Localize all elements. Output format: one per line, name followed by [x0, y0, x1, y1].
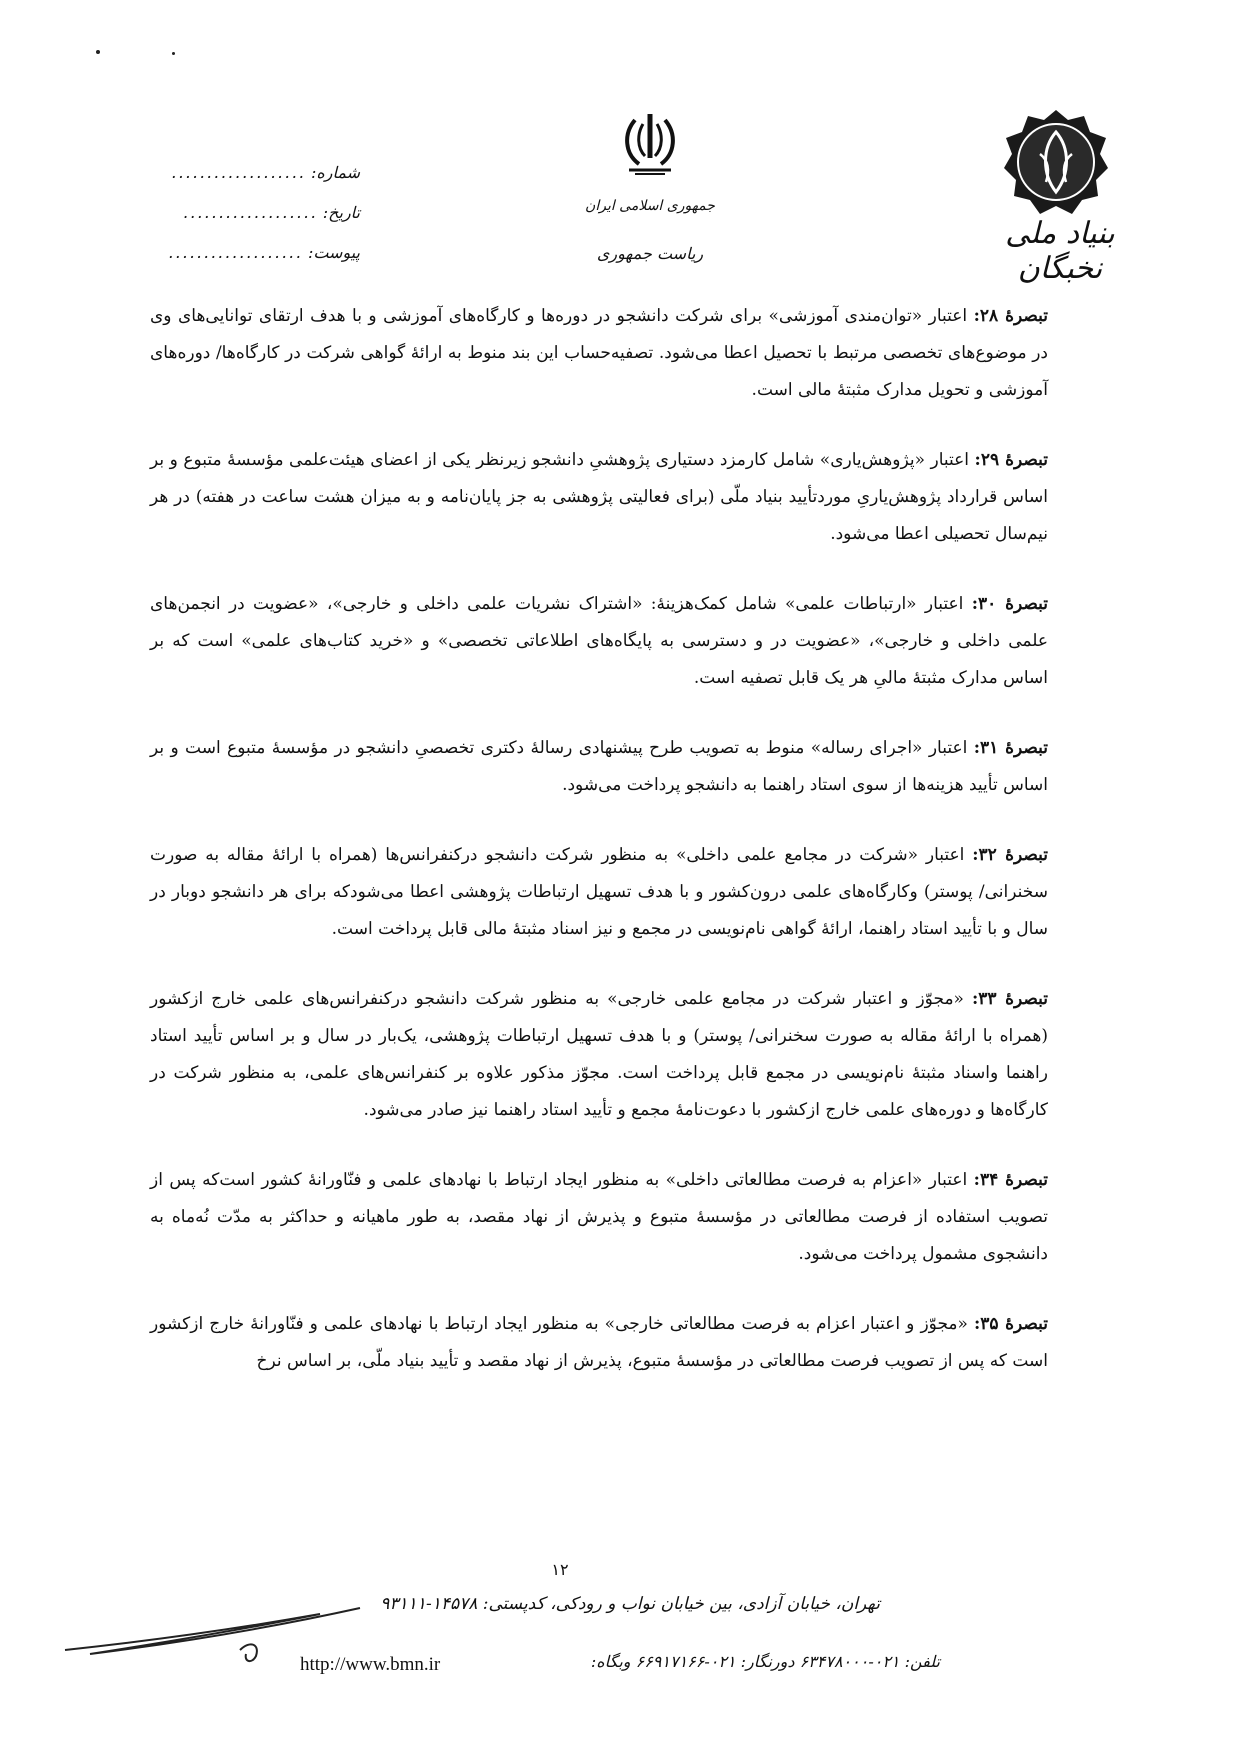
note-paragraph: [150, 1162, 1048, 1273]
note-text: اعتبار «شرکت در مجامع علمی داخلی» به منظور شرکت دانشجو درکنفرانس‌ها (همراه با ارائهٔ مقاله به صورت سخنرانی/ پوستر) وکارگاه‌های علمی درون‌کشور و با هدف تسهیل ارتباطات پژوهشی اعطا می‌شود‌که برای هر دانشجو دوبار در سال و با تأیید استاد راهنما، ارائهٔ گواهی نام‌نویسی در مجمع و نیز اسناد مثبتهٔ مالی قابل پرداخت است.: [150, 845, 1048, 939]
note-paragraph: [150, 298, 1048, 409]
ref-label: پیوست:: [307, 243, 360, 262]
foundation-name: بنیاد ملی نخبگان: [1005, 216, 1115, 286]
emblem-caption-presidency: ریاست جمهوری: [596, 244, 704, 263]
note-text: اعتبار «اعزام به فرصت مطالعاتی داخلی» به منظور ایجاد ارتباط با نهادهای علمی و فنّاورانهٔ کشور است‌که پس از تصویب استفاده از فرصت مطالعاتی در مؤسسهٔ متبوع و پذیرش از نهاد مقصد، به طور ماهیانه و حداکثر به مدّت نُه‌ماه به دانشجوی مشمول پرداخت می‌شود.: [150, 1170, 1048, 1264]
foundation-logo-icon: [1002, 108, 1110, 216]
note-paragraph: [150, 1306, 1048, 1380]
scan-speck: [96, 50, 100, 54]
ref-number-field: [120, 163, 360, 187]
note-paragraph: [150, 586, 1048, 697]
ref-dots: ...................: [168, 243, 303, 262]
note-heading: تبصرهٔ ۲۹:: [974, 450, 1048, 470]
note-paragraph: [150, 837, 1048, 948]
signature-icon: [60, 1590, 380, 1670]
note-text: اعتبار «پژوهش‌یاری» شامل کارمزد دستیاری پژوهشیِ دانشجو زیرنظر یکی از اعضای هیئت‌علمی مؤسسهٔ متبوع و بر اساس قرارداد پژوهش‌یاریِ موردتأیید بنیاد ملّی (برای فعالیتی پژوهشی به جز پایان‌نامه و به میزان هشت ساعت در هفته) در هر نیم‌سال تحصیلی اعطا می‌شود.: [150, 450, 1048, 544]
note-heading: تبصرهٔ ۲۸:: [973, 306, 1049, 326]
ref-label: تاریخ:: [322, 203, 360, 222]
ref-dots: ...................: [171, 163, 306, 182]
note-paragraph: [150, 730, 1048, 804]
footer-contact: تلفن: ۰۲۱-۶۳۴۷۸۰۰۰ دورنگار: ۰۲۱-۶۶۹۱۷۱۶۶ وبگاه:: [590, 1652, 940, 1671]
note-text: «مجوّز و اعتبار اعزام به فرصت مطالعاتی خارجی» به منظور ایجاد ارتباط با نهادهای علمی و فنّاورانهٔ خارج ازکشور است که پس از تصویب فرصت مطالعاتی در مؤسسهٔ متبوع، پذیرش از نهاد مقصد و تأیید بنیاد ملّی، بر اساس نرخ: [150, 1314, 1048, 1371]
note-heading: تبصرهٔ ۳۵:: [973, 1314, 1048, 1334]
emblem-caption-country: جمهوری اسلامی ایران: [585, 198, 715, 214]
footer-address: تهران، خیابان آزادی، بین خیابان نواب و رودکی، کدپستی: ۱۴۵۷۸-۹۳۱۱۱: [380, 1594, 880, 1614]
note-heading: تبصرهٔ ۳۴:: [973, 1170, 1049, 1190]
note-text: اعتبار «توان‌مندی آموزشی» برای شرکت دانشجو در دوره‌ها و کارگاه‌های آموزشی و با هدف ارتقای توانایی‌های وی در موضوع‌های تخصصی مرتبط با تحصیل اعطا می‌شود. تصفیه‌حساب این بند منوط به ارائهٔ گواهی شرکت در کارگاه‌ها/ دوره‌های آموزشی و تحویل مدارک مثبتهٔ مالی است.: [150, 306, 1048, 400]
note-text: اعتبار «اجرای رساله» منوط به تصویب طرح پیشنهادی رسالهٔ دکتری تخصصیِ دانشجو در مؤسسهٔ متبوع است و بر اساس تأیید هزینه‌ها از سوی استاد راهنما به دانشجو پرداخت می‌شود.: [150, 738, 1048, 795]
note-heading: تبصرهٔ ۳۰:: [971, 594, 1048, 614]
footer-website-link[interactable]: http://www.bmn.ir: [300, 1654, 441, 1675]
note-text: اعتبار «ارتباطات علمی» شامل کمک‌هزینهٔ: «اشتراک نشریات علمی داخلی و خارجی»، «عضویت در انجمن‌های علمی داخلی و خارجی»، «عضویت در و دسترسی به پایگاه‌های اطلاعاتی تخصصی» و «خرید کتاب‌های علمی» است که بر اساس مدارک مثبتهٔ مالیِ هر یک قابل تصفیه است.: [150, 594, 1048, 688]
iran-emblem-icon: [615, 108, 685, 178]
ref-dots: ...................: [183, 203, 318, 222]
note-text: «مجوّز و اعتبار شرکت در مجامع علمی خارجی» به منظور شرکت دانشجو درکنفرانس‌های علمی خارج ازکشور (همراه با ارائهٔ مقاله به صورت سخنرانی/ پوستر) و با هدف تسهیل ارتباطات پژوهشی، یک‌بار در سال و بر اساس تأیید استاد راهنما واسناد مثبتهٔ نام‌نویسی در مجمع قابل پرداخت است. مجوّز مذکور علاوه بر کنفرانس‌های علمی، به منظور شرکت در کارگاه‌ها و دوره‌های علمی خارج ازکشور با دعوت‌نامهٔ مجمع و تأیید استاد راهنما نیز صادر می‌شود.: [150, 989, 1048, 1120]
ref-label: شماره:: [310, 163, 360, 182]
note-heading: تبصرهٔ ۳۱:: [973, 738, 1048, 758]
page-number: ۱۲: [551, 1560, 569, 1579]
note-heading: تبصرهٔ ۳۲:: [972, 845, 1048, 865]
note-paragraph: [150, 442, 1048, 553]
document-body: [150, 298, 1048, 1413]
ref-date-field: [120, 203, 360, 227]
note-paragraph: [150, 981, 1048, 1129]
scan-speck: [172, 52, 175, 55]
note-heading: تبصرهٔ ۳۳:: [972, 989, 1048, 1009]
ref-attachment-field: [120, 243, 360, 267]
